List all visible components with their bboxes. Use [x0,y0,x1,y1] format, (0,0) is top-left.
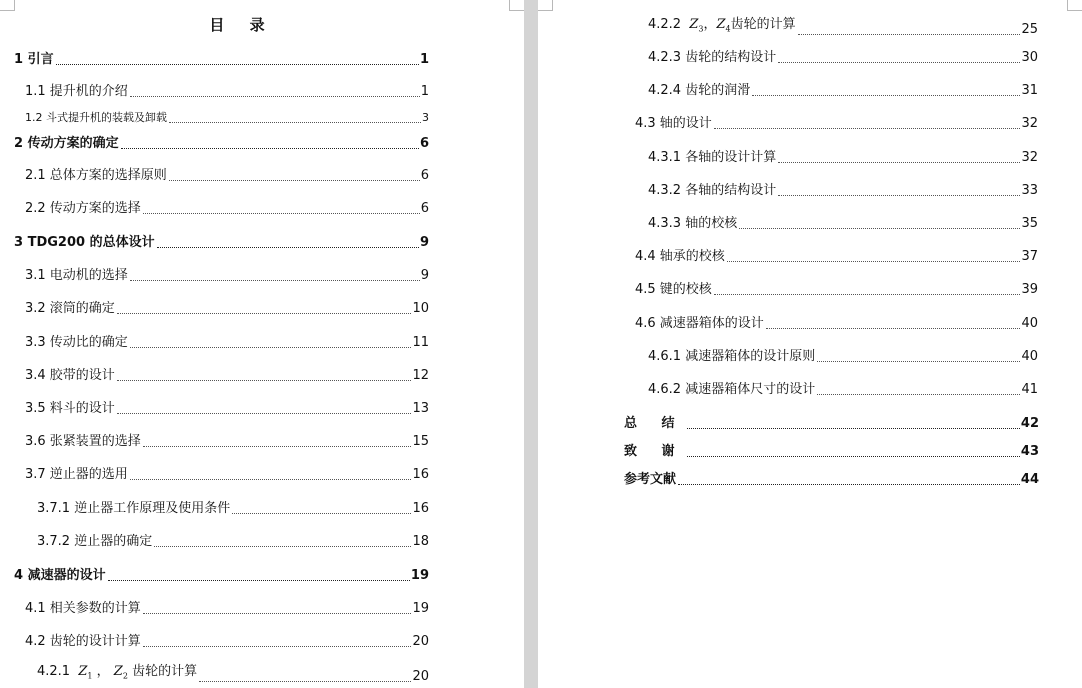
dot-leader [232,512,411,514]
toc-entry-label: 2.1 总体方案的选择原则 [25,168,167,183]
toc-entry[interactable] [14,234,429,252]
dot-leader [56,63,419,65]
toc-entry-label: 致 谢 [624,444,685,459]
toc-entry[interactable] [25,167,429,185]
dot-leader [154,545,411,547]
toc-entry-page: 30 [1021,50,1038,65]
toc-entry[interactable] [37,663,429,686]
toc-entry-label: 1.2 斗式提升机的装载及卸载 [25,111,167,124]
toc-entry-label: 4.6.2 减速器箱体尺寸的设计 [648,382,816,397]
toc-entry-page: 42 [1020,416,1039,431]
dot-leader [817,393,1020,395]
toc-entry[interactable] [25,433,429,451]
crop-mark-top-left [0,0,15,11]
toc-entry-page: 16 [412,467,429,482]
dot-leader [108,579,410,581]
toc-entry-label: 4.6.1 减速器箱体的设计原则 [648,349,816,364]
dot-leader [143,212,420,214]
dot-leader [778,194,1020,196]
toc-entry-page: 33 [1021,183,1038,198]
toc-entry[interactable] [648,348,1038,366]
toc-entry-label: 3.5 料斗的设计 [25,401,115,416]
toc-entry-page: 32 [1021,150,1038,165]
dot-leader [687,455,1020,457]
toc-entry[interactable] [25,83,429,101]
gear-symbol: $Z_1$ [78,664,93,681]
toc-entry-label: 4.3.2 各轴的结构设计 [648,183,777,198]
toc-entry-label: 3.7.2 逆止器的确定 [37,534,153,549]
toc-entry-label: 4.2.2 $Z_3$，$Z_4$齿轮的计算 [648,17,796,34]
toc-entry-page: 40 [1021,349,1038,364]
toc-entry[interactable] [14,51,429,69]
toc-entry-label: 4.2.3 齿轮的结构设计 [648,50,777,65]
crop-mark-top-left [538,0,553,11]
toc-entry-label: 4.3.1 各轴的设计计算 [648,150,777,165]
toc-entry[interactable] [648,215,1038,233]
toc-entry-page: 40 [1021,316,1038,331]
toc-entry-page: 39 [1021,282,1038,297]
toc-entry-page: 19 [410,568,429,583]
toc-entry[interactable] [37,533,429,551]
toc-entry-page: 20 [412,668,429,684]
gear-symbol: $Z_2$ [113,664,128,681]
toc-entry-label: 3.1 电动机的选择 [25,268,128,283]
toc-entry-page: 10 [412,301,429,316]
dot-leader [169,121,421,123]
dot-leader [157,246,419,248]
toc-entry-page: 25 [1021,21,1038,37]
toc-entry-label: 4.2 齿轮的设计计算 [25,634,141,649]
toc-entry-label: 2 传动方案的确定 [14,136,119,151]
dot-leader [778,161,1020,163]
toc-entry[interactable] [25,267,429,285]
gear-symbol: $Z_4$ [716,17,731,34]
dot-leader [130,346,412,348]
dot-leader [727,260,1021,262]
dot-leader [766,327,1021,329]
toc-entry[interactable] [624,471,1039,489]
toc-entry[interactable] [25,200,429,218]
toc-entry[interactable] [648,149,1038,167]
dot-leader [752,94,1020,96]
dot-leader [143,445,412,447]
dot-leader [169,179,420,181]
toc-entry[interactable] [635,315,1038,333]
crop-mark-top-right [509,0,524,11]
toc-entry-page: 6 [420,201,429,216]
toc-entry-label: 1.1 提升机的介绍 [25,84,128,99]
toc-entry[interactable] [25,300,429,318]
toc-entry-page: 43 [1020,444,1039,459]
dot-leader [778,61,1020,63]
crop-mark-top-right [1067,0,1082,11]
toc-entry-label: 3.2 滚筒的确定 [25,301,115,316]
toc-entry-label: 总 结 [624,416,685,431]
toc-entry[interactable] [25,633,429,651]
dot-leader [687,427,1020,429]
gear-symbol: $Z_3$ [689,17,704,34]
toc-entry-page: 6 [420,168,429,183]
toc-entry-label: 4.1 相关参数的计算 [25,601,141,616]
toc-entry-page: 11 [412,335,429,350]
toc-entry-label: 4.6 减速器箱体的设计 [635,316,764,331]
toc-entry-label: 1 引言 [14,52,54,67]
toc-title: 目 录 [209,16,275,34]
toc-entry[interactable] [25,367,429,385]
toc-entry-label: 4.4 轴承的校核 [635,249,725,264]
document-page-right [538,0,1082,688]
toc-entry-label: 4.5 键的校核 [635,282,712,297]
toc-entry[interactable] [14,135,429,153]
dot-leader [199,680,411,682]
dot-leader [130,95,420,97]
toc-entry-page: 13 [412,401,429,416]
toc-entry[interactable] [624,443,1039,461]
toc-entry-page: 15 [412,434,429,449]
toc-entry-label: 3.4 胶带的设计 [25,368,115,383]
toc-entry[interactable] [25,400,429,418]
toc-entry-page: 1 [419,52,429,67]
toc-entry-label: 3.3 传动比的确定 [25,335,128,350]
toc-entry-page: 9 [419,235,429,250]
toc-entry-label: 3.7 逆止器的选用 [25,467,128,482]
toc-entry[interactable] [635,281,1038,299]
toc-entry-page: 12 [412,368,429,383]
dot-leader [143,612,412,614]
toc-entry[interactable] [25,466,429,484]
toc-entry[interactable] [635,115,1038,133]
dot-leader [130,478,412,480]
toc-entry-page: 44 [1020,472,1039,487]
dot-leader [678,483,1020,485]
toc-entry-page: 41 [1021,382,1038,397]
toc-entry-label: 3.7.1 逆止器工作原理及使用条件 [37,501,231,516]
toc-entry-page: 9 [420,268,429,283]
toc-entry[interactable] [635,248,1038,266]
dot-leader [143,645,412,647]
toc-entry[interactable] [25,109,429,127]
toc-entry-page: 20 [412,634,429,649]
toc-entry-page: 37 [1021,249,1038,264]
dot-leader [714,127,1021,129]
toc-entry-label: 2.2 传动方案的选择 [25,201,141,216]
toc-entry-page: 18 [412,534,429,549]
dot-leader [817,360,1020,362]
toc-entry[interactable] [25,334,429,352]
toc-entry-label: 参考文献 [624,472,677,487]
toc-entry[interactable] [648,82,1038,100]
dot-leader [739,227,1020,229]
toc-entry-page: 31 [1021,83,1038,98]
toc-entry-label: 3 TDG200 的总体设计 [14,235,155,250]
toc-entry-label: 4.3 轴的设计 [635,116,712,131]
toc-entry-label: 4 减速器的设计 [14,568,106,583]
toc-entry[interactable] [624,415,1039,433]
toc-entry-page: 16 [412,501,429,516]
dot-leader [130,279,420,281]
toc-entry[interactable] [648,16,1038,39]
dot-leader [117,379,412,381]
toc-entry[interactable] [25,600,429,618]
toc-entry-page: 1 [420,84,429,99]
dot-leader [798,33,1021,35]
dot-leader [117,412,412,414]
toc-entry[interactable] [37,500,429,518]
toc-entry[interactable] [648,381,1038,399]
toc-entry-page: 32 [1021,116,1038,131]
toc-entry-label: 4.3.3 轴的校核 [648,216,738,231]
document-page-left [0,0,524,688]
toc-entry-label: 4.2.1 $Z_1$ ， $Z_2$ 齿轮的计算 [37,664,198,681]
toc-entry-label: 4.2.4 齿轮的润滑 [648,83,751,98]
toc-entry[interactable] [648,49,1038,67]
toc-entry-page: 19 [412,601,429,616]
dot-leader [121,147,419,149]
toc-entry-page: 6 [419,136,429,151]
toc-entry[interactable] [648,182,1038,200]
toc-entry-page: 35 [1021,216,1038,231]
toc-entry-label: 3.6 张紧装置的选择 [25,434,141,449]
toc-entry[interactable] [14,567,429,585]
toc-entry-page: 3 [422,111,429,124]
dot-leader [117,312,412,314]
dot-leader [714,293,1021,295]
